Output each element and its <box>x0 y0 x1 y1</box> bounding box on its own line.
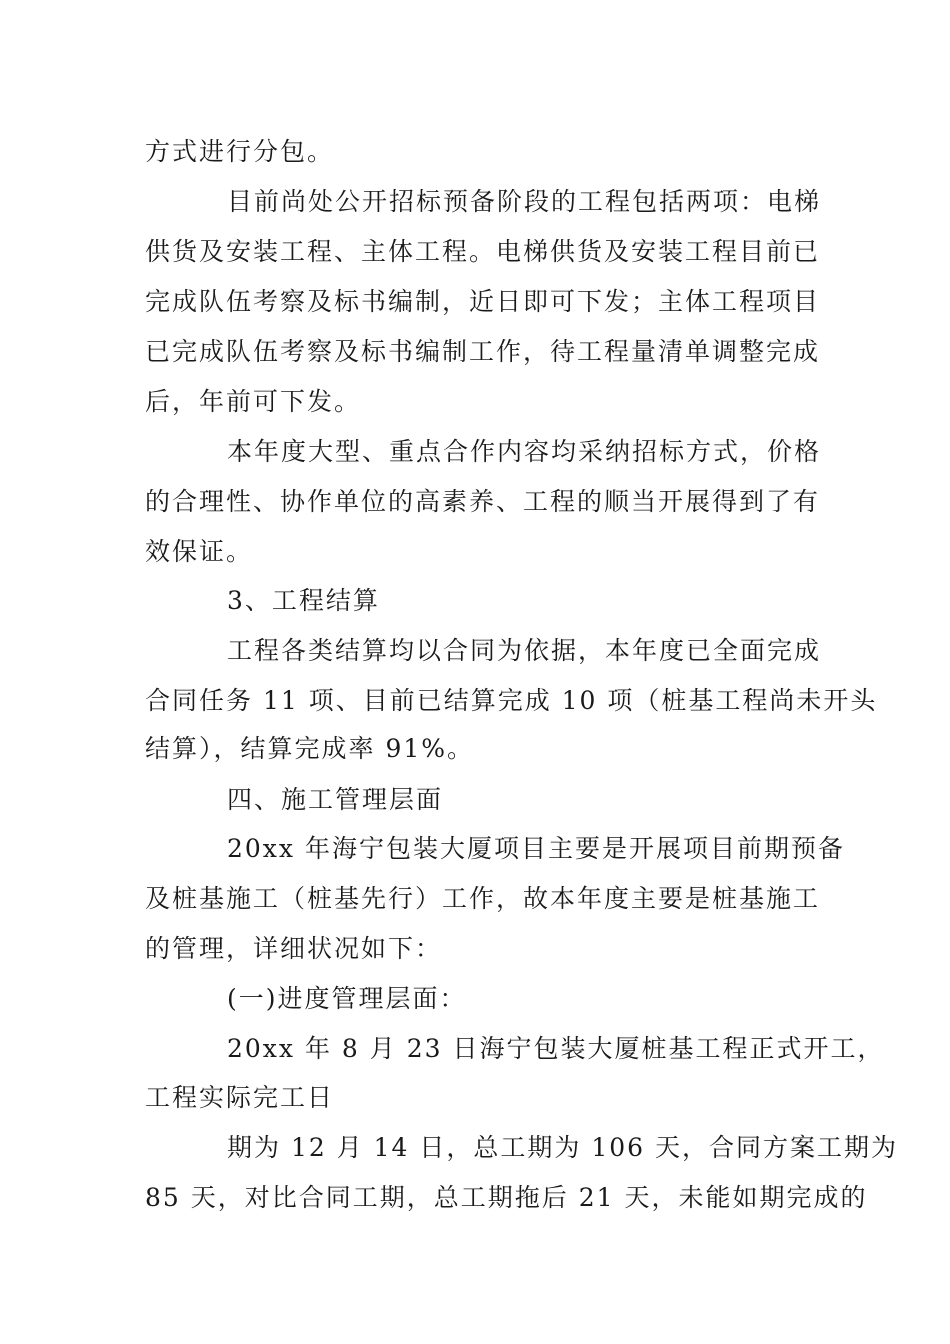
text-line: 合同任务 11 项、目前已结算完成 10 项（桩基工程尚未开头 <box>145 686 878 715</box>
section-heading: 四、施工管理层面 <box>227 785 444 814</box>
text-line: 供货及安装工程、主体工程。电梯供货及安装工程目前已 <box>145 237 821 266</box>
text-line: 工程实际完工日 <box>145 1083 335 1112</box>
section-heading: 3、工程结算 <box>227 586 380 615</box>
text-line: 后，年前可下发。 <box>145 387 362 416</box>
paragraph-line: 工程各类结算均以合同为依据，本年度已全面完成 <box>227 636 822 665</box>
text-line: 效保证。 <box>145 537 254 566</box>
subsection-heading: (一)进度管理层面： <box>227 984 467 1013</box>
text-line: 85 天，对比合同工期，总工期拖后 21 天，未能如期完成的 <box>145 1183 868 1212</box>
text-line: 及桩基施工（桩基先行）工作，故本年度主要是桩基施工 <box>145 884 821 913</box>
text-line: 方式进行分包。 <box>145 137 335 166</box>
paragraph-line: 20xx 年海宁包装大厦项目主要是开展项目前期预备 <box>227 834 845 863</box>
paragraph-line: 期为 12 月 14 日，总工期为 106 天，合同方案工期为 <box>227 1133 899 1162</box>
text-line: 已完成队伍考察及标书编制工作，待工程量清单调整完成 <box>145 337 821 366</box>
text-line: 的管理，详细状况如下： <box>145 934 443 963</box>
paragraph-line: 20xx 年 8 月 23 日海宁包装大厦桩基工程正式开工， <box>227 1034 885 1063</box>
text-line: 结算），结算完成率 91%。 <box>145 734 475 763</box>
text-line: 完成队伍考察及标书编制，近日即可下发；主体工程项目 <box>145 287 821 316</box>
paragraph-line: 本年度大型、重点合作内容均采纳招标方式，价格 <box>227 437 822 466</box>
text-line: 的合理性、协作单位的高素养、工程的顺当开展得到了有 <box>145 487 821 516</box>
paragraph-line: 目前尚处公开招标预备阶段的工程包括两项：电梯 <box>227 187 822 216</box>
